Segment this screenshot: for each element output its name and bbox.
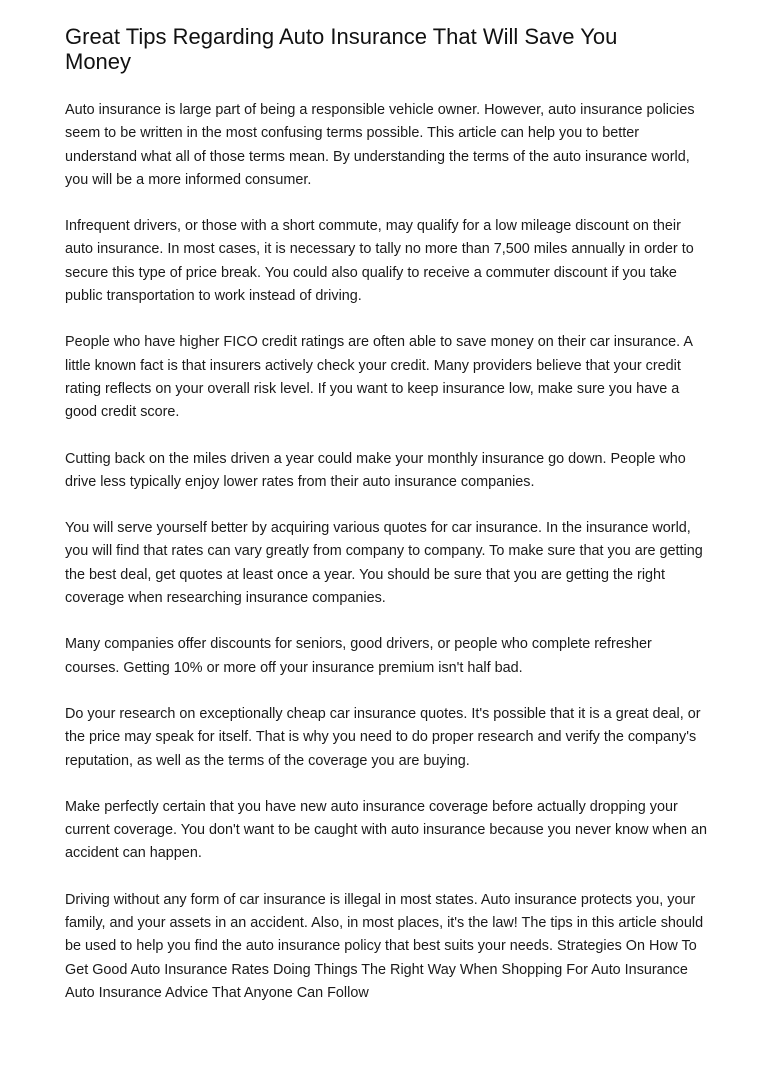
trailing-line: Auto Insurance Advice That Anyone Can Follow xyxy=(65,984,369,1001)
paragraph-conclusion: Driving without any form of car insurance is illegal in most states. Auto insurance protects you, your family, and your assets in an accident. Also, in most places, it's the law! The tips in this article should be used to help you find the auto insurance policy that best suits your needs. Strategies On How To Get Good Auto Insurance Rates Doing Things The Right Way When Shopping For Auto Insurance xyxy=(65,891,704,978)
paragraph-intro: Auto insurance is large part of being a responsible vehicle owner. However, auto insurance policies seem to be written in the most confusing terms possible. This article can help you to better understand what all of those terms mean. By understanding the terms of the auto insurance world, you will be a more informed consumer. xyxy=(65,102,695,188)
paragraph-discounts: Many companies offer discounts for seniors, good drivers, or people who complete refresher courses. Getting 10% or more off your insurance premium isn't half bad. xyxy=(65,636,652,676)
paragraph-coverage: Make perfectly certain that you have new auto insurance coverage before actually dropping your current coverage. You don't want to be caught with auto insurance because you never know when an accident can happen. xyxy=(65,798,707,862)
paragraph-credit-rating: People who have higher FICO credit ratings are often able to save money on their car insurance. A little known fact is that insurers actively check your credit. Many providers believe that your credit rating reflects on your overall risk level. If you want to keep insurance low, make sure you have a good credit score. xyxy=(65,334,693,421)
paragraph-research: Do your research on exceptionally cheap car insurance quotes. It's possible that it is a great deal, or the price may speak for itself. That is why you need to do proper research and verify the company's reputation, as well as the terms of the coverage you are buying. xyxy=(65,705,701,769)
paragraph-low-mileage: Infrequent drivers, or those with a short commute, may qualify for a low mileage discount on their auto insurance. In most cases, it is necessary to tally no more than 7,500 miles annually in order to secure this type of price break. You could also qualify to receive a commuter discount if you take public transportation to work instead of driving. xyxy=(65,218,694,305)
paragraph-quotes: You will serve yourself better by acquiring various quotes for car insurance. In the insurance world, you will find that rates can vary greatly from company to company. To make sure that you are getting the best deal, get quotes at least once a year. You should be sure that you are getting the right coverage when researching insurance companies. xyxy=(65,520,703,607)
document-title: Great Tips Regarding Auto Insurance That Will Save You Money xyxy=(65,24,618,74)
paragraph-miles-driven: Cutting back on the miles driven a year could make your monthly insurance go down. People who drive less typically enjoy lower rates from their auto insurance companies. xyxy=(65,450,686,490)
